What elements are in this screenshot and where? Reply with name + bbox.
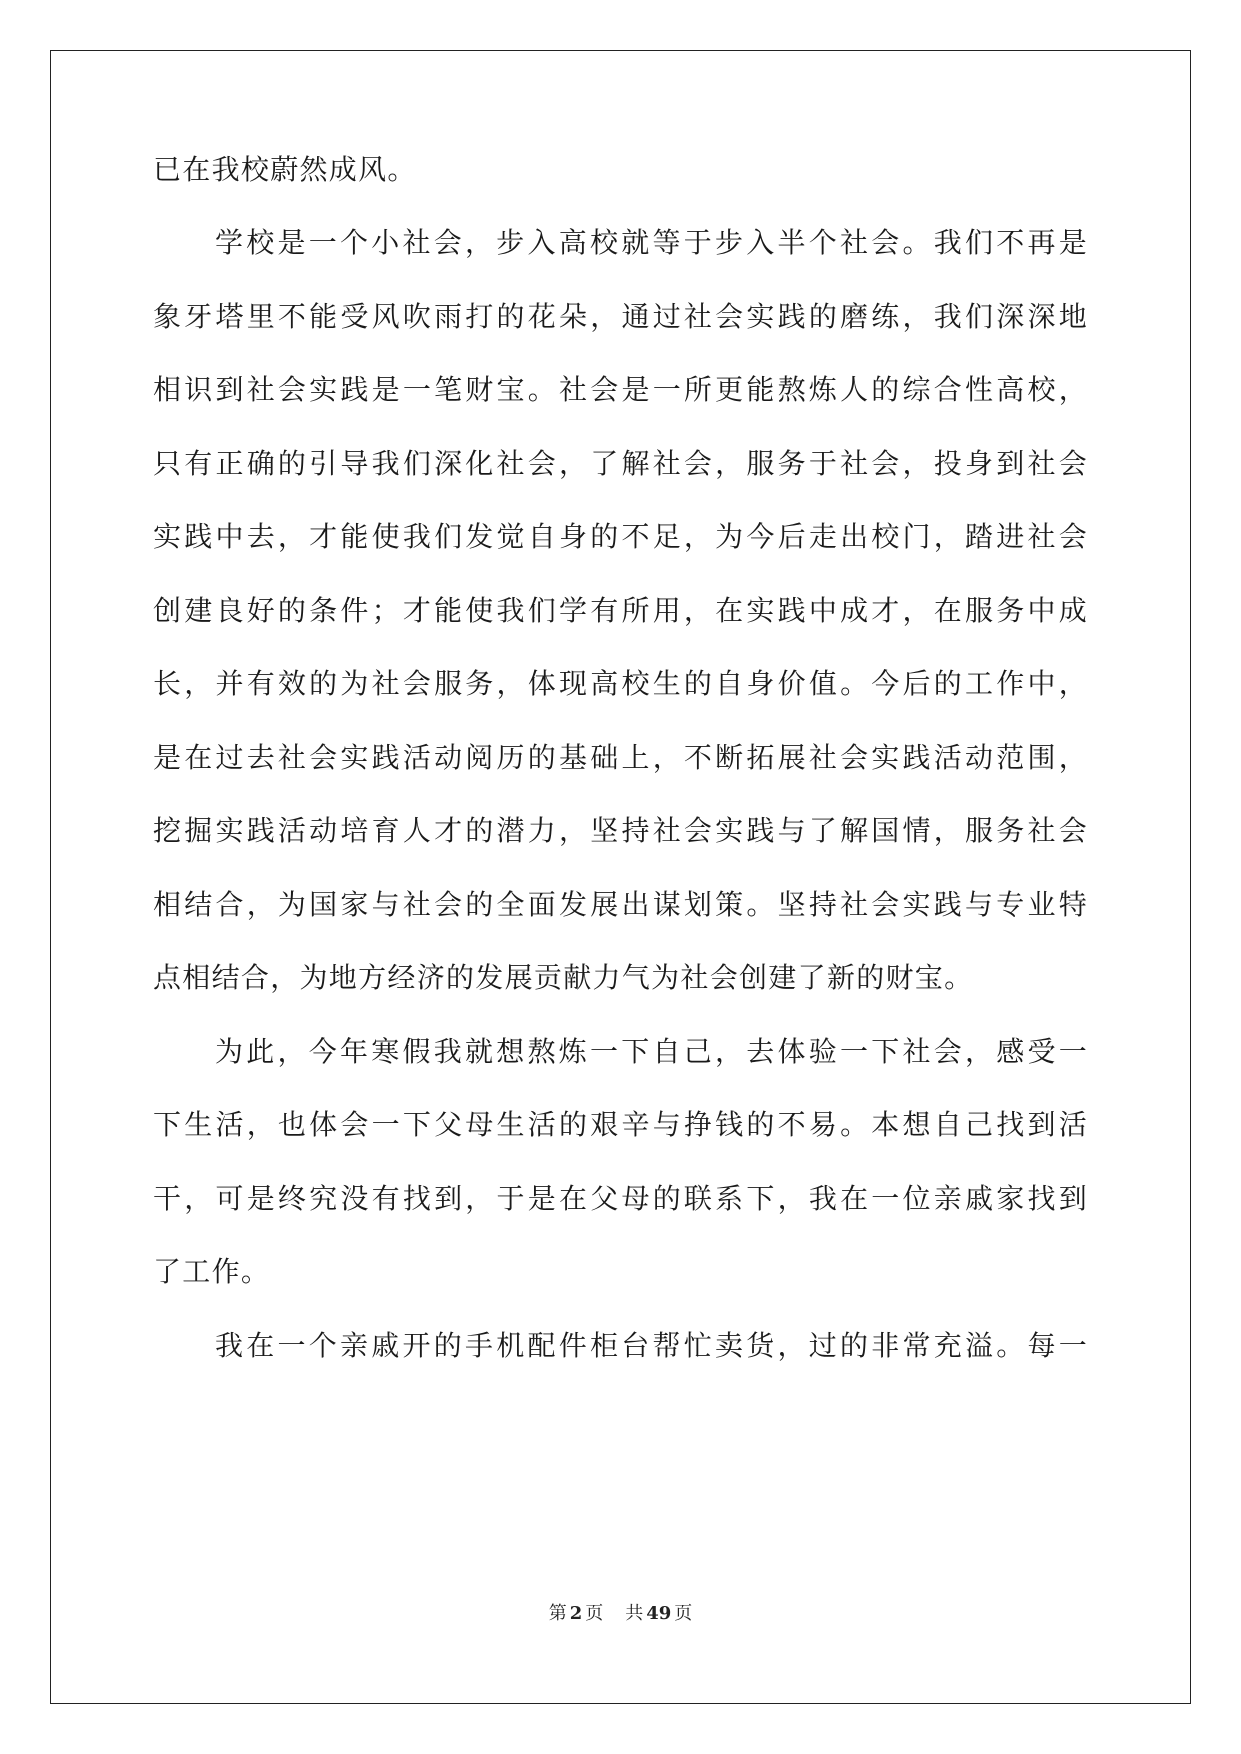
text-line: 点相结合，为地方经济的发展贡献力气为社会创建了新的财宝。 [153, 961, 974, 994]
text-line: 长，并有效的为社会服务，体现高校生的自身价值。今后的工作中， [153, 667, 1088, 700]
text-line: 为此，今年寒假我就想熬炼一下自己，去体验一下社会，感受一 [215, 1035, 1088, 1068]
text-line: 象牙塔里不能受风吹雨打的花朵，通过社会实践的磨练，我们深深地 [153, 300, 1088, 333]
text-line: 相结合，为国家与社会的全面发展出谋划策。坚持社会实践与专业特 [153, 888, 1088, 921]
text-line: 相识到社会实践是一笔财宝。社会是一所更能熬炼人的综合性高校， [153, 373, 1088, 406]
text-line: 是在过去社会实践活动阅历的基础上，不断拓展社会实践活动范围， [153, 741, 1088, 774]
text-line: 我在一个亲戚开的手机配件柜台帮忙卖货，过的非常充溢。每一 [215, 1329, 1088, 1362]
text-line: 已在我校蔚然成风。 [153, 153, 417, 186]
text-line: 学校是一个小社会，步入高校就等于步入半个社会。我们不再是 [215, 226, 1088, 259]
text-line: 实践中去，才能使我们发觉自身的不足，为今后走出校门，踏进社会 [153, 520, 1088, 553]
text-line: 干，可是终究没有找到，于是在父母的联系下，我在一位亲戚家找到 [153, 1182, 1088, 1215]
page-label-suffix: 页 [585, 1603, 604, 1624]
page-footer [0, 1602, 1241, 1626]
text-line: 了工作。 [153, 1255, 271, 1288]
total-label-prefix: 共 [625, 1603, 644, 1624]
page-label-prefix: 第 [548, 1603, 567, 1624]
total-label-suffix: 页 [674, 1603, 693, 1624]
page-number: 2 [569, 1603, 583, 1624]
text-line: 创建良好的条件；才能使我们学有所用，在实践中成才，在服务中成 [153, 594, 1088, 627]
text-line: 下生活，也体会一下父母生活的艰辛与挣钱的不易。本想自己找到活 [153, 1108, 1088, 1141]
text-line: 挖掘实践活动培育人才的潜力，坚持社会实践与了解国情，服务社会 [153, 814, 1088, 847]
total-pages: 49 [646, 1603, 672, 1624]
text-line: 只有正确的引导我们深化社会，了解社会，服务于社会，投身到社会 [153, 447, 1088, 480]
